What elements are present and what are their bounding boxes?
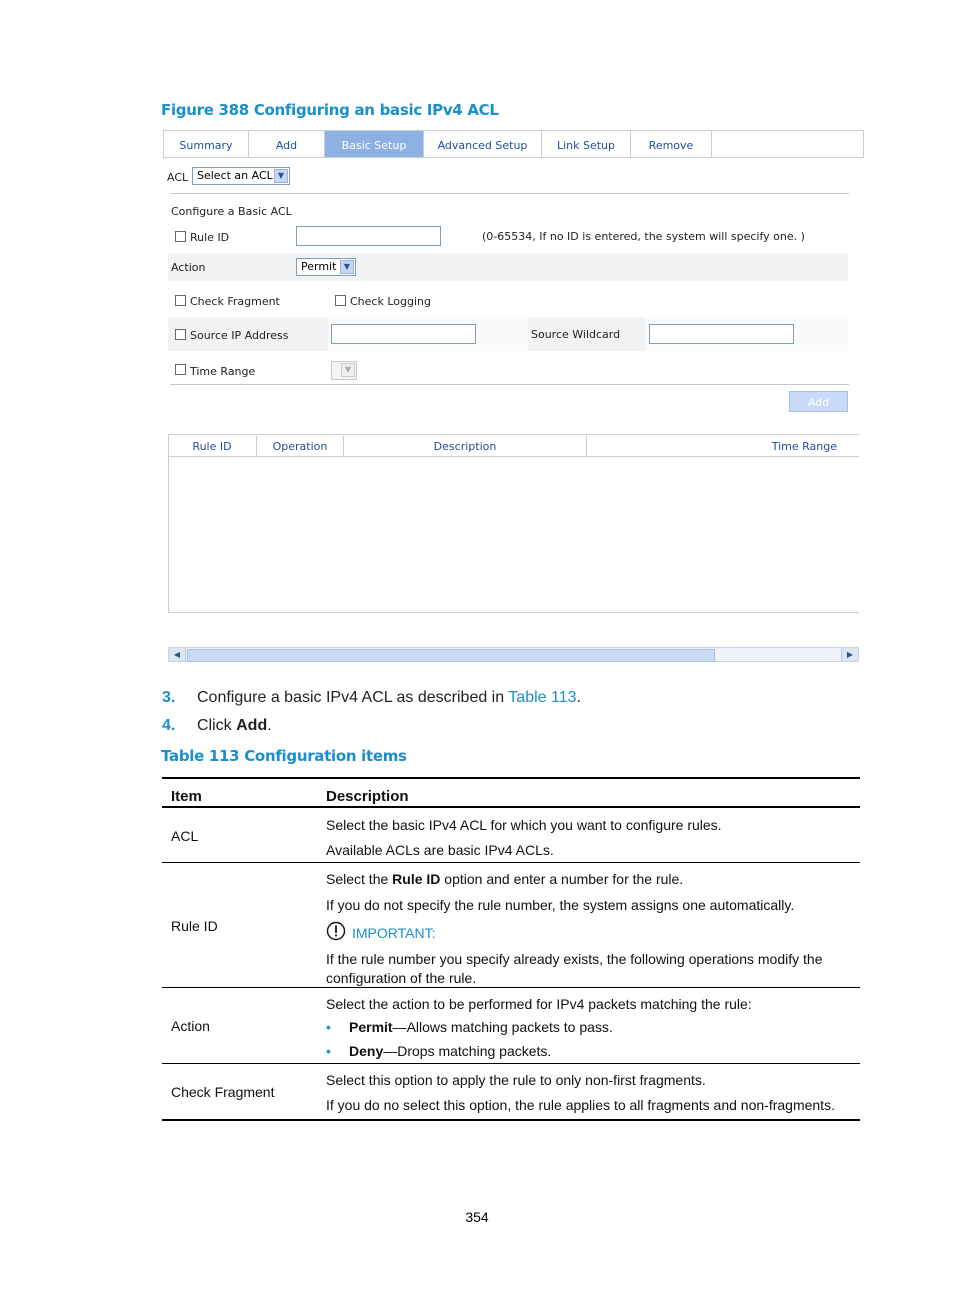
rule-id-hint: (0-65534, If no ID is entered, the system will specify one. ) bbox=[482, 230, 805, 243]
table-top-rule bbox=[162, 777, 860, 779]
horizontal-scrollbar[interactable] bbox=[168, 647, 859, 662]
acl-label: ACL bbox=[167, 171, 189, 184]
step-text-part: Configure a basic IPv4 ACL as described in bbox=[197, 689, 509, 706]
row-check-fragment-item: Check Fragment bbox=[171, 1084, 275, 1100]
grid-header-description[interactable]: Description bbox=[344, 436, 587, 456]
add-bold: Add bbox=[236, 717, 268, 734]
row-action-item: Action bbox=[171, 1018, 210, 1034]
step-text-part: Click bbox=[197, 717, 237, 734]
chevron-down-icon: ▼ bbox=[274, 169, 288, 183]
check-logging-checkbox[interactable] bbox=[335, 295, 346, 306]
tab-basic-setup[interactable]: Basic Setup bbox=[325, 131, 424, 157]
action-select-value: Permit bbox=[301, 260, 337, 273]
table-header-description: Description bbox=[326, 788, 409, 805]
step-number: 3. bbox=[162, 689, 176, 706]
row-rule-id-desc-1 bbox=[326, 871, 683, 887]
grid-header-divider bbox=[168, 456, 859, 457]
chevron-down-icon: ▼ bbox=[340, 260, 354, 274]
table-header-rule bbox=[162, 806, 860, 808]
bullet-text bbox=[349, 1019, 613, 1035]
row-divider bbox=[162, 1063, 860, 1064]
row-rule-id-desc-3: If the rule number you specify already exists, the following operations modify the bbox=[326, 951, 823, 967]
permit-bold: Permit bbox=[349, 1019, 393, 1035]
text-part: —Allows matching packets to pass. bbox=[392, 1019, 613, 1035]
rule-id-label: Rule ID bbox=[190, 231, 230, 244]
scrollbar-thumb[interactable] bbox=[187, 649, 715, 662]
table-caption: Table 113 Configuration items bbox=[161, 747, 407, 765]
row-rule-id-desc-2: If you do not specify the rule number, the system assigns one automatically. bbox=[326, 897, 795, 913]
add-button[interactable]: Add bbox=[789, 391, 848, 412]
step-number: 4. bbox=[162, 717, 176, 734]
row-divider bbox=[162, 862, 860, 863]
text-part: —Drops matching packets. bbox=[383, 1043, 552, 1059]
source-ip-input[interactable] bbox=[331, 324, 476, 344]
important-label: IMPORTANT: bbox=[352, 925, 436, 941]
table-header-item: Item bbox=[171, 788, 202, 805]
action-select[interactable] bbox=[296, 258, 356, 276]
chevron-down-icon: ▼ bbox=[341, 363, 355, 377]
step-text-part: . bbox=[576, 689, 581, 706]
grid-header-operation[interactable]: Operation bbox=[257, 436, 344, 456]
tab-add[interactable]: Add bbox=[249, 131, 325, 157]
rule-id-input[interactable] bbox=[296, 226, 441, 246]
bullet-icon: • bbox=[326, 1019, 331, 1035]
rule-id-bold: Rule ID bbox=[392, 871, 441, 887]
scroll-right-icon[interactable]: ▶ bbox=[841, 648, 858, 661]
source-ip-checkbox[interactable] bbox=[175, 329, 186, 340]
scroll-left-icon[interactable]: ◀ bbox=[169, 648, 186, 661]
source-ip-label: Source IP Address bbox=[190, 329, 289, 342]
time-range-select[interactable] bbox=[331, 361, 357, 380]
table-bottom-rule bbox=[162, 1119, 860, 1121]
source-wildcard-input[interactable] bbox=[649, 324, 794, 344]
check-fragment-checkbox[interactable] bbox=[175, 295, 186, 306]
row-acl-desc-2: Available ACLs are basic IPv4 ACLs. bbox=[326, 842, 554, 858]
rule-id-checkbox[interactable] bbox=[175, 231, 186, 242]
row-acl-item: ACL bbox=[171, 828, 199, 844]
action-row bbox=[168, 253, 848, 281]
step-text bbox=[197, 689, 581, 707]
action-label: Action bbox=[171, 261, 206, 274]
step-3 bbox=[162, 689, 581, 707]
time-range-checkbox[interactable] bbox=[175, 364, 186, 375]
grid-header-time-range[interactable]: Time Range bbox=[771, 440, 837, 453]
row-rule-id-desc-4: configuration of the rule. bbox=[326, 970, 477, 986]
row-action-bullet-2 bbox=[326, 1043, 552, 1059]
section-title: Configure a Basic ACL bbox=[171, 205, 292, 218]
text-part: option and enter a number for the rule. bbox=[440, 871, 684, 887]
row-action-desc-1: Select the action to be performed for IPv4 packets matching the rule: bbox=[326, 996, 752, 1012]
important-icon bbox=[326, 921, 346, 941]
check-fragment-label: Check Fragment bbox=[190, 295, 280, 308]
bullet-icon: • bbox=[326, 1043, 331, 1059]
step-text-part: . bbox=[267, 717, 272, 734]
check-logging-label: Check Logging bbox=[350, 295, 431, 308]
time-range-label: Time Range bbox=[190, 365, 256, 378]
row-divider bbox=[162, 987, 860, 988]
page-number: 354 bbox=[465, 1209, 489, 1225]
row-check-fragment-desc-2: If you do no select this option, the rule applies to all fragments and non-fragments. bbox=[326, 1097, 835, 1113]
deny-bold: Deny bbox=[349, 1043, 384, 1059]
step-text bbox=[197, 717, 272, 735]
tab-summary[interactable]: Summary bbox=[164, 131, 249, 157]
tab-advanced-setup[interactable]: Advanced Setup bbox=[424, 131, 542, 157]
acl-select-value: Select an ACL bbox=[197, 169, 273, 182]
row-check-fragment-desc-1: Select this option to apply the rule to only non-first fragments. bbox=[326, 1072, 706, 1088]
bullet-text bbox=[349, 1043, 551, 1059]
divider bbox=[170, 384, 849, 385]
tab-link-setup[interactable]: Link Setup bbox=[542, 131, 631, 157]
divider bbox=[170, 193, 849, 194]
grid-header-rule-id[interactable]: Rule ID bbox=[168, 436, 257, 456]
row-rule-id-item: Rule ID bbox=[171, 918, 218, 934]
acl-select[interactable] bbox=[192, 167, 290, 185]
step-4 bbox=[162, 717, 272, 735]
tab-remove[interactable]: Remove bbox=[631, 131, 712, 157]
row-acl-desc-1: Select the basic IPv4 ACL for which you want to configure rules. bbox=[326, 817, 722, 833]
source-wildcard-label: Source Wildcard bbox=[531, 328, 621, 341]
rules-grid bbox=[168, 434, 859, 613]
table-113-link[interactable]: Table 113 bbox=[508, 689, 577, 706]
row-action-bullet-1 bbox=[326, 1019, 613, 1035]
figure-caption: Figure 388 Configuring an basic IPv4 ACL bbox=[161, 101, 499, 119]
tab-bar bbox=[163, 130, 864, 158]
text-part: Select the bbox=[326, 871, 393, 887]
